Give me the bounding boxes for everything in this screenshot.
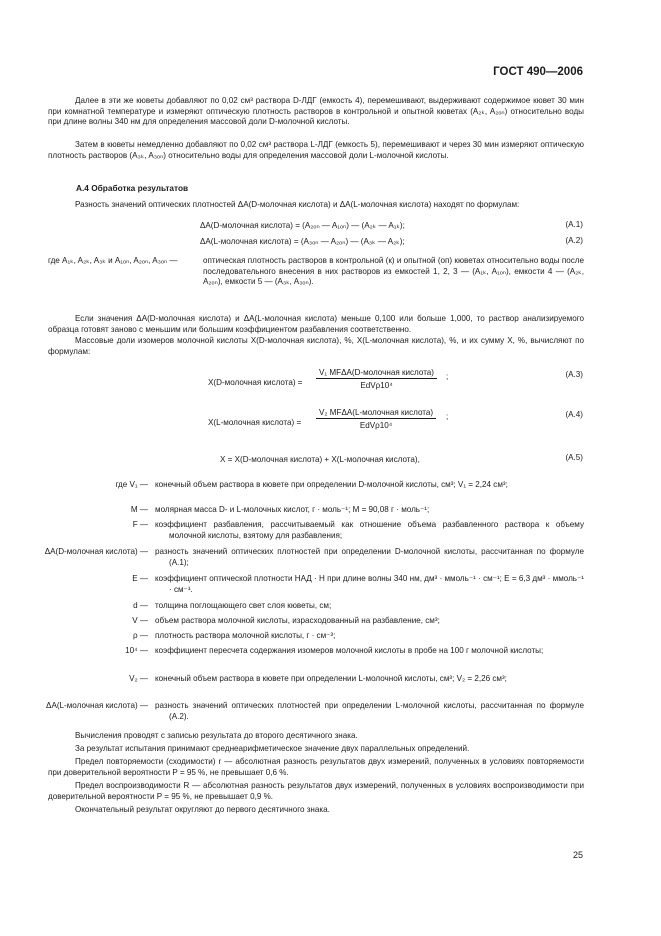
formula-a3-lhs: X(D-молочная кислота) = (208, 378, 303, 387)
paragraph-1: Далее в эти же кюветы добавляют по 0,02 см³ раствора D-ЛДГ (емкость 4), перемешивают, выдерживают содержимое кювет 30 мин при комнатной температуре и измеряют оптическую плотность растворов в контрольной и опытной кюветах (A₂ₖ, A₂ₒₙ) относительно воды при длине волны 340 нм для определения массовой доли D-молочной кислоты. (48, 96, 584, 127)
formula-a4-fraction (316, 408, 436, 430)
formula-a5-number: (А.5) (565, 453, 583, 462)
formula-a4-numerator: V₂ MFΔA(L-молочная кислота) (316, 408, 436, 419)
definition-10-4: 10⁴ — коэффициент пересчета содержания изомеров молочной кислоты в пробе на 100 г молочной кислоты; (125, 646, 544, 655)
paragraph-4: Если значения ΔA(D-молочная кислота) и ΔA(L-молочная кислота) меньше 0,100 или больше 1,000, то раствор анализируемого образца готовят заново с меньшим или большим коэффициентом разбавления соответственно. (48, 314, 584, 334)
formula-a2-number: (А.2) (565, 236, 583, 245)
tail-paragraph-1: Вычисления проводят с записью результата до второго десятичного знака. (75, 731, 358, 740)
formula-a4-denominator: EdVρ10⁴ (359, 421, 393, 430)
paragraph-3: Разность значений оптических плотностей ΔA(D-молочная кислота) и ΔA(L-молочная кислота) находят по формулам: (75, 200, 520, 209)
formula-a4-lhs: X(L-молочная кислота) = (208, 418, 302, 427)
formula-a4-number: (А.4) (565, 410, 583, 419)
where-description: оптическая плотность растворов в контрольной (к) и опытной (оп) кюветах относительно воды после последовательного внесения в них растворов из емкостей 1, 2, 3 — (A₁ₖ, A₁ₒₙ), емкости 4 — (A₂ₖ, A₂ₒₙ), емкости 5 — (A₃ₖ, A₃ₒₙ). (203, 256, 584, 287)
definition-v1: где V₁ — конечный объем раствора в кювете при определении D-молочной кислоты, см³; V₁ = 2,24 см³; (115, 480, 508, 489)
definition-v2: V₂ — конечный объем раствора в кювете при определении L-молочной кислоты, см³; V₂ = 2,26 см³; (129, 674, 507, 683)
formula-a5: X = X(D-молочная кислота) + X(L-молочная кислота), (220, 455, 420, 464)
formula-a3-number: (А.3) (565, 370, 583, 379)
tail-paragraph-5: Окончательный результат округляют до первого десятичного знака. (75, 805, 330, 814)
tail-paragraph-3: Предел повторяемости (сходимости) r — абсолютная разность результатов двух измерений, полученных в условиях повторяемости при доверительной вероятности P = 95 %, не превышает 0,6 %. (48, 757, 584, 777)
definition-m: M — молярная масса D- и L-молочных кислот, г · моль⁻¹; M = 90,08 г · моль⁻¹; (130, 505, 430, 514)
definition-delta-a-l: ΔA(L-молочная кислота) — разность значений оптических плотностей при определении L-молочной кислоты, рассчитанная по формуле (А.2). (46, 701, 584, 721)
formula-a3-denominator: EdVρ10⁴ (360, 381, 393, 390)
formula-a1-number: (А.1) (565, 220, 583, 229)
formula-a2: ΔA(L-молочная кислота) = (A₃ₒₙ — A₂ₒₙ) — (A₃ₖ — A₂ₖ); (200, 237, 405, 246)
page-number: 25 (572, 850, 583, 860)
tail-paragraph-2: За результат испытания принимают среднеарифметическое значение двух параллельных определений. (75, 744, 470, 753)
tail-paragraph-4: Предел воспроизводимости R — абсолютная разность результатов двух измерений, полученных в условиях воспроизводимости при доверительной вероятности P = 95 %, не превышает 0,9 %. (48, 781, 584, 801)
paragraph-5: Массовые доли изомеров молочной кислоты X(D-молочная кислота), %, X(L-молочная кислота), %, и их сумму X, %, вычисляют по формулам: (48, 336, 584, 356)
formula-a4-tail: ; (446, 412, 449, 421)
formula-a3-numerator: V₁ MFΔA(D-молочная кислота) (316, 368, 437, 379)
definition-f: F — коэффициент разбавления, рассчитываемый как отношение объема разбавленного раствора к объему молочной кислоты, взятому для разбавления; (132, 520, 584, 540)
formula-a1: ΔA(D-молочная кислота) = (A₂ₒₙ — A₁ₒₙ) — (A₂ₖ — A₁ₖ); (200, 221, 405, 230)
definition-rho: ρ — плотность раствора молочной кислоты, г · см⁻³; (133, 631, 336, 640)
definition-d: d — толщина поглощающего свет слоя кюветы, см; (133, 601, 332, 610)
formula-a3-tail: ; (446, 372, 449, 381)
definition-e: E — коэффициент оптической плотности НАД · Н при длине волны 340 нм, дм³ · ммоль⁻¹ · см⁻¹; E = 6,3 дм³ · ммоль⁻¹ · см⁻¹. (132, 574, 584, 594)
definition-v: V — объем раствора молочной кислоты, израсходованный на разбавление, см³; (132, 616, 440, 625)
standard-code: ГОСТ 490—2006 (493, 66, 583, 78)
where-block-absorbance (48, 256, 584, 288)
definition-delta-a-d: ΔA(D-молочная кислота) — разность значений оптических плотностей при определении D-молочной кислоты, рассчитанная по формуле (А.1); (44, 547, 584, 567)
section-heading: А.4 Обработка результатов (76, 183, 189, 193)
where-term: где A₁ₖ, A₂ₖ, A₃ₖ и A₁ₒₙ, A₂ₒₙ, A₃ₒₙ — (48, 256, 178, 265)
paragraph-2: Затем в кюветы немедленно добавляют по 0,02 см³ раствора L-ЛДГ (емкость 5), перемешивают и через 30 мин измеряют оптическую плотность растворов (A₃ₖ, A₃ₒₙ) относительно воды для определения массовой доли L-молочной кислоты. (48, 140, 584, 160)
formula-a3-fraction (316, 368, 437, 390)
